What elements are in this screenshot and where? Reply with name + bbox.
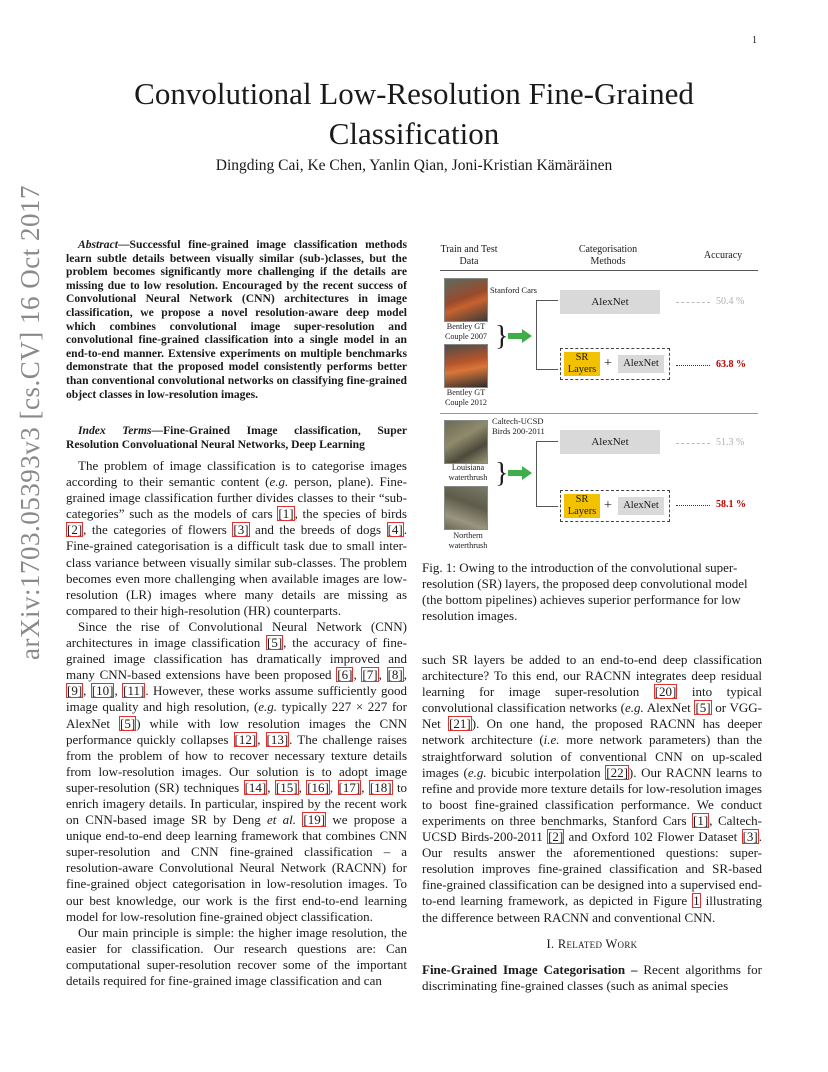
accuracy-arrow [676, 302, 710, 303]
abstract-text: —Successful fine-grained image classification methods learn subtle details between visually similar (sub-)classes, but the problem becomes significantly more challenging if the details are missing due to low resolution. Encouraged by the recent success of Convolutional Neural Network (CNN) architectures in image classification, we propose a novel resolution-aware deep model which combines convolutional image super-resolution and convolutional fine-grained classification into a single model in an end-to-end manner. Extensive experiments on multiple benchmarks demonstrate that the proposed model consistently performs better than conventional convolutional networks on classifying fine-grained object classes in low-resolution images. [66, 238, 407, 401]
brace-icon: } [495, 321, 509, 352]
citation-link[interactable]: [10] [91, 683, 114, 699]
header-train-test: Train and Test Data [440, 244, 498, 267]
body-left-column [66, 458, 407, 989]
citation-link[interactable]: [2] [67, 522, 83, 538]
accuracy-arrow [676, 443, 710, 444]
intro-paragraph-2: Since the rise of Convolutional Neural Network (CNN) architectures in image classification [5], the accuracy of fine-grained image classification has dramatically improved and many CNN-based extensions have been proposed [6], [7], [8], [9], [10], [11]. However, these works assume sufficiently good image quality and high resolution, (e.g. typically 227 × 227 for AlexNet [5]) while with low resolution images the CNN performance quickly collapses [12], [13]. The challenge raises from the problem of how to recover necessary texture details from low-resolution images. Our solution is to adopt image super-resolution (SR) techniques [14], [15], [16], [17], [18] to enrich imagery details. In particular, inspired by the recent work on CNN-based image SR by Deng et al. [19] we propose a unique end-to-end deep learning framework that combines CNN super-resolution and CNN fine-grained classification – a resolution-aware Convolutional Neural Network (RACNN) for fine-grained object categorisation in low-resolution images. To our best knowledge, our work is the first end-to-end learning model for low-resolution fine-grained object classification. [66, 618, 408, 924]
sr-accuracy: 58.1 % [716, 499, 746, 510]
car-label-2: Bentley GT Couple 2012 [444, 388, 488, 407]
section-heading: I. Related Work [546, 936, 638, 951]
plus-sign: + [604, 356, 612, 371]
car-label-1: Bentley GT Couple 2007 [444, 322, 488, 341]
dataset-name-birds: Caltech-UCSD Birds 200-2011 [492, 416, 545, 436]
branch-line [536, 506, 558, 507]
citation-link[interactable]: [21] [449, 716, 471, 732]
plus-sign: + [604, 498, 612, 513]
sr-layers-block: SR Layers [564, 494, 600, 518]
abstract [66, 238, 407, 401]
author-list: Dingding Cai, Ke Chen, Yanlin Qian, Joni-Kristian Kämäräinen [215, 157, 613, 174]
bird-label-1: Louisiana waterthrush [448, 463, 488, 482]
citation-link[interactable]: [3] [233, 522, 249, 538]
index-terms [66, 424, 407, 451]
citation-link[interactable]: [6] [337, 667, 353, 683]
branch-line [536, 441, 558, 442]
citation-link[interactable]: [5] [267, 635, 283, 651]
sr-layers-block: SR Layers [564, 352, 600, 376]
alexnet-sr-box: AlexNet [618, 355, 664, 373]
car-photo-2 [444, 344, 488, 388]
alexnet-baseline-box: AlexNet [560, 290, 660, 314]
citation-link[interactable]: [5] [695, 700, 711, 716]
figure-link[interactable]: 1 [693, 893, 700, 909]
citation-link[interactable]: [7] [362, 667, 378, 683]
accuracy-arrow [676, 365, 710, 366]
car-photo-1 [444, 278, 488, 322]
citation-link[interactable]: [17] [338, 779, 361, 795]
citation-link[interactable]: [22] [606, 764, 628, 780]
citation-link[interactable]: [11] [123, 683, 145, 699]
citation-link[interactable]: [1] [278, 506, 294, 522]
citation-link[interactable]: [1] [693, 812, 709, 828]
sr-accuracy: 63.8 % [716, 359, 746, 370]
citation-link[interactable]: [14] [244, 779, 267, 795]
citation-link[interactable]: [3] [742, 829, 758, 845]
arxiv-stamp: arXiv:1703.05393v3 [cs.CV] 16 Oct 2017 [15, 185, 45, 660]
citation-link[interactable]: [18] [369, 779, 392, 795]
intro-paragraph-3-cont: such SR layers be added to an end-to-end deep classification architecture? To this end, our RACNN integrates deep residual learning for image super-resolution [20] into typical convolutional classification networks (e.g. AlexNet [5] or VGG-Net [21]). On one hand, the proposed RACNN has deeper network architecture (i.e. more network parameters) than the straightforward solution of conventional CNN on up-scaled images (e.g. bicubic interpolation [22]). Our RACNN learns to refine and provide more texture details for low-resolution images to boost fine-grained classification performance. We conduct experiments on three benchmarks, Stanford Cars [1], Caltech-UCSD Birds-200-2011 [2] and Oxford 102 Flower Dataset [3]. Our results answer the aforementioned questions: super-resolution improves fine-grained classification and SR-based fine-grained classification can be designed into a supervised end-to-end learning framework, as depicted in Figure 1 illustrating the difference between RACNN and conventional CNN. [422, 652, 763, 925]
header-methods: Categorisation Methods [578, 244, 638, 267]
branch-line [536, 300, 558, 301]
branch-line [536, 441, 537, 507]
citation-link[interactable]: [12] [234, 731, 257, 747]
branch-line [536, 300, 537, 370]
body-right-column [422, 652, 762, 994]
dataset-name-cars: Stanford Cars [490, 285, 537, 295]
alexnet-baseline-box: AlexNet [560, 430, 660, 454]
figure-1 [440, 238, 770, 558]
bird-photo-2 [444, 486, 488, 530]
header-accuracy: Accuracy [703, 250, 743, 261]
figure-caption: Fig. 1: Owing to the introduction of the convolutional super-resolution (SR) layers, the proposed deep convolutional model (the bottom pipelines) achieves superior performance for low resolution images. [422, 560, 748, 624]
baseline-accuracy: 51.3 % [716, 437, 745, 448]
green-arrow-icon [508, 466, 532, 480]
header-rule [440, 270, 758, 271]
abstract-label: Abstract [78, 238, 118, 251]
bird-label-2: Northern waterthrush [448, 531, 488, 550]
paper-title: Convolutional Low-Resolution Fine-Grained Classification [134, 76, 694, 151]
page-number: 1 [752, 35, 757, 46]
branch-line [536, 369, 558, 370]
citation-link[interactable]: [8] [387, 667, 403, 683]
citation-link[interactable]: [13] [266, 731, 289, 747]
intro-paragraph-3: Our main principle is simple: the higher image resolution, the easier for classification. Our research questions are: Can computational super-resolution recover some of the important details required for fine-grained image classification and can [66, 924, 407, 988]
row-separator [440, 413, 758, 414]
bird-photo-1 [444, 420, 488, 464]
citation-link[interactable]: [5] [120, 715, 136, 731]
citation-link[interactable]: [4] [387, 522, 403, 538]
baseline-accuracy: 50.4 % [716, 296, 745, 307]
accuracy-arrow [676, 505, 710, 506]
alexnet-sr-box: AlexNet [618, 497, 664, 515]
subsection-label: Fine-Grained Image Categorisation – [422, 961, 638, 977]
index-terms-label: Index Terms [78, 424, 152, 437]
citation-link[interactable]: [9] [67, 683, 83, 699]
intro-paragraph-1: The problem of image classification is to categorise images according to their semantic content (e.g. person, plane). Fine-grained image classification further divides classes to their “sub-categories” such as the models of cars [1], the species of birds [2], the categories of flowers [3] and the breeds of dogs [4]. Fine-grained categorisation is a difficult task due to small inter-class variance between visually similar sub-classes. The problem becomes even more challenging when available images are low-resolution (LR) images where many details are missing as compared to their high-resolution (HR) counterparts. [66, 458, 408, 618]
green-arrow-icon [508, 329, 532, 343]
citation-link[interactable]: [16] [307, 779, 329, 795]
citation-link[interactable]: [19] [303, 812, 326, 828]
brace-icon: } [495, 458, 509, 489]
citation-link[interactable]: [20] [654, 684, 677, 700]
citation-link[interactable]: [2] [548, 829, 564, 845]
citation-link[interactable]: [15] [275, 779, 298, 795]
index-terms-text: —Fine-Grained Image classification, Super Resolution Convoluational Neural Networks, Deep Learning [66, 424, 407, 451]
related-work-paragraph: Fine-Grained Image Categorisation – Recent algorithms for discriminating fine-grained classes (such as animal species [422, 961, 762, 993]
